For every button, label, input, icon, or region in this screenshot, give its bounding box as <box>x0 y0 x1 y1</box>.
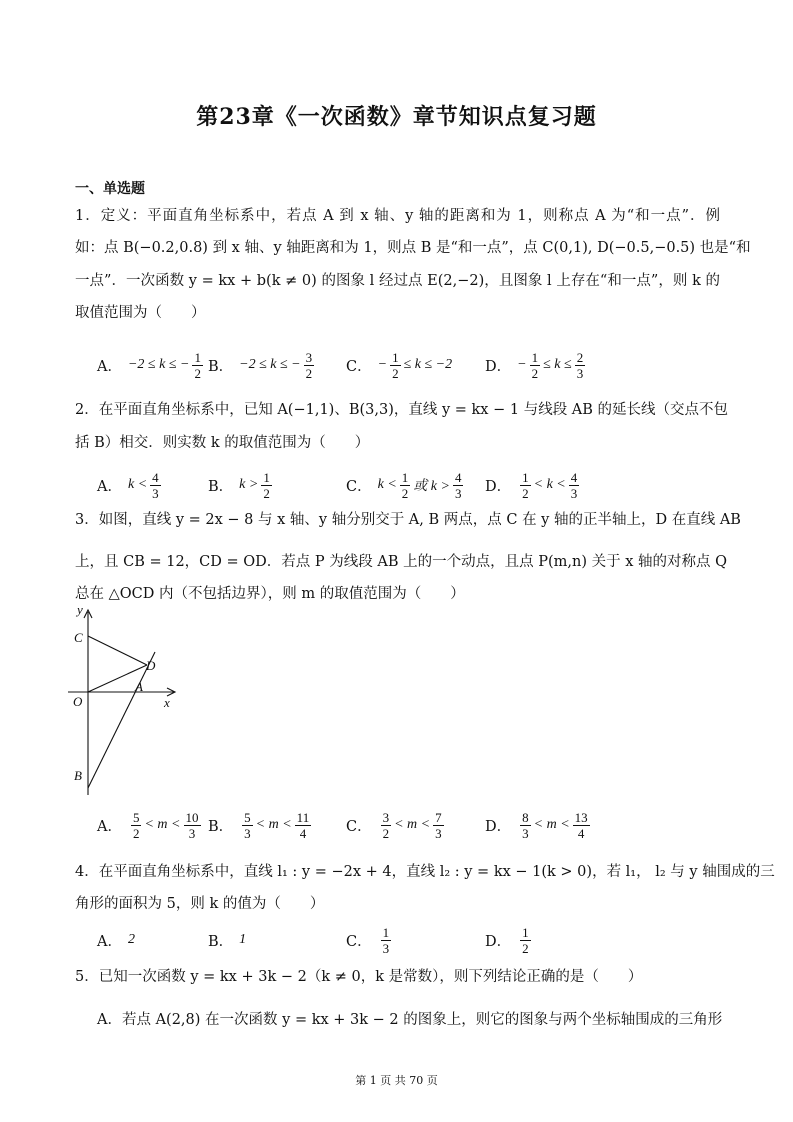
numerator: 1 <box>194 349 201 365</box>
q1-option-b[interactable] <box>208 345 317 385</box>
q5-option-a: A．若点 A(2,8) 在一次函数 y = kx + 3k − 2 的图象上，则它的图象与两个坐标轴围成的三角形 <box>97 1012 723 1028</box>
q1-option-a[interactable] <box>97 345 206 385</box>
y-label: y <box>77 602 83 617</box>
option-label: B． <box>208 358 234 375</box>
q3-option-a[interactable] <box>97 805 204 845</box>
q2-option-c[interactable] <box>346 465 466 505</box>
denominator: 3 <box>570 485 578 501</box>
q2-option-a[interactable] <box>97 465 164 505</box>
numerator: 10 <box>185 809 199 825</box>
option-text: < k < <box>533 477 566 492</box>
fraction <box>390 350 401 381</box>
denominator: 2 <box>263 485 270 501</box>
denominator: 3 <box>435 825 442 841</box>
q2-option-d[interactable] <box>485 465 582 505</box>
segment-cd <box>88 636 147 665</box>
denominator: 3 <box>188 825 196 841</box>
option-label: D． <box>485 358 512 375</box>
option-label: D． <box>485 818 512 835</box>
fraction <box>131 810 142 841</box>
numerator: 4 <box>454 469 462 485</box>
option-text: < m < <box>144 817 181 832</box>
numerator: 3 <box>305 349 313 365</box>
denominator: 3 <box>382 940 390 956</box>
fraction <box>520 925 531 956</box>
numerator: 1 <box>392 349 399 365</box>
fraction <box>242 810 253 841</box>
option-text: ≤ k ≤ <box>543 357 572 372</box>
fraction <box>400 470 411 501</box>
o-label: O <box>73 694 83 709</box>
q1-option-c[interactable] <box>346 345 452 385</box>
q5-line: 5．已知一次函数 y = kx + 3k − 2（k ≠ 0，k 是常数），则下列结论正确的是（ ） <box>75 969 643 985</box>
option-text: − <box>517 357 527 372</box>
option-label: C． <box>346 358 372 375</box>
denominator: 3 <box>152 485 159 501</box>
option-label: D． <box>485 933 512 950</box>
numerator: 1 <box>522 469 529 485</box>
option-text: −2 ≤ k ≤ − <box>127 357 190 372</box>
fraction <box>295 810 312 841</box>
option-label: A． <box>97 478 122 495</box>
numerator: 1 <box>382 924 390 940</box>
numerator: 1 <box>401 469 409 485</box>
option-label: C． <box>346 818 372 835</box>
fraction <box>261 470 272 501</box>
q2-line: 括 B）相交．则实数 k 的取值范围为（ ） <box>75 435 370 451</box>
option-text: < m < <box>533 817 570 832</box>
denominator: 2 <box>401 485 409 501</box>
fraction <box>520 810 531 841</box>
numerator: 4 <box>152 469 159 485</box>
fraction <box>575 350 586 381</box>
fraction <box>433 810 444 841</box>
denominator: 2 <box>531 365 539 381</box>
denominator: 3 <box>576 365 584 381</box>
q4-option-b[interactable] <box>208 920 246 960</box>
numerator: 11 <box>296 809 310 825</box>
fraction <box>381 925 392 956</box>
line-ab <box>88 652 155 788</box>
denominator: 2 <box>132 825 140 841</box>
fraction <box>192 350 203 381</box>
numerator: 8 <box>522 809 529 825</box>
option-label: B． <box>208 818 234 835</box>
denominator: 2 <box>522 940 529 956</box>
q3-option-b[interactable] <box>208 805 314 845</box>
option-text: k < <box>127 477 148 492</box>
q3-line: 上，且 CB = 12，CD = OD．若点 P 为线段 AB 上的一个动点，且点 P(m,n) 关于 x 轴的对称点 Q <box>75 554 727 570</box>
numerator: 5 <box>244 809 251 825</box>
q3-line: 3．如图，直线 y = 2x − 8 与 x 轴、y 轴分别交于 A, B 两点，点 C 在 y 轴的正半轴上，D 在直线 AB <box>75 512 741 528</box>
option-text: < m < <box>255 817 292 832</box>
q2-option-b[interactable] <box>208 465 275 505</box>
q1-line: 取值范围为（ ） <box>75 305 206 321</box>
numerator: 1 <box>263 469 270 485</box>
numerator: 5 <box>132 809 140 825</box>
q4-option-d[interactable] <box>485 920 534 960</box>
option-text: k < <box>377 477 397 492</box>
q1-option-d[interactable] <box>485 345 588 385</box>
option-label: C． <box>346 933 372 950</box>
q4-line: 角形的面积为 5，则 k 的值为（ ） <box>75 896 325 912</box>
numerator: 13 <box>574 809 588 825</box>
q2-line: 2．在平面直角坐标系中，已知 A(−1,1)、B(3,3)，直线 y = kx − 1 与线段 AB 的延长线（交点不包 <box>75 402 729 418</box>
denominator: 3 <box>522 825 529 841</box>
denominator: 2 <box>392 365 399 381</box>
page-title: 第23章《一次函数》章节知识点复习题 <box>196 104 597 130</box>
q3-line: 总在 △OCD 内（不包括边界），则 m 的取值范围为（ ） <box>75 586 465 602</box>
fraction <box>573 810 590 841</box>
option-text: 或 k > <box>413 479 450 494</box>
q3-option-d[interactable] <box>485 805 593 845</box>
option-text: 2 <box>127 932 135 947</box>
option-text: 1 <box>239 932 247 947</box>
q3-option-c[interactable] <box>346 805 447 845</box>
a-label: A <box>135 679 143 694</box>
fraction <box>381 810 392 841</box>
b-label: B <box>74 768 82 783</box>
fraction <box>530 350 541 381</box>
d-label: D <box>146 658 156 673</box>
fraction <box>150 470 161 501</box>
numerator: 3 <box>382 809 390 825</box>
q4-line: 4．在平面直角坐标系中，直线 l₁ : y = −2x + 4，直线 l₂ : y = kx − 1(k > 0)，若 l₁， l₂ 与 y 轴围成的三 <box>75 864 775 880</box>
option-label: A． <box>97 358 122 375</box>
denominator: 4 <box>577 825 585 841</box>
fraction <box>304 350 315 381</box>
q1-line: 一点”．一次函数 y = kx + b(k ≠ 0) 的图象 l 经过点 E(2,−2)，且图象 l 上存在“和一点”，则 k 的 <box>75 273 720 289</box>
option-text: ≤ k ≤ −2 <box>403 357 453 372</box>
numerator: 4 <box>570 469 578 485</box>
denominator: 3 <box>454 485 462 501</box>
denominator: 2 <box>382 825 390 841</box>
option-label: A． <box>97 933 122 950</box>
section-heading: 一、单选题 <box>75 181 145 197</box>
option-label: A． <box>97 818 122 835</box>
q3-figure <box>60 600 190 805</box>
option-label: B． <box>208 478 234 495</box>
q4-option-c[interactable] <box>346 920 394 960</box>
numerator: 1 <box>522 924 529 940</box>
option-text: k > <box>239 477 259 492</box>
option-text: < m < <box>394 817 431 832</box>
option-text: − <box>377 357 388 372</box>
fraction <box>520 470 531 501</box>
c-label: C <box>74 630 83 645</box>
denominator: 3 <box>244 825 251 841</box>
option-label: D． <box>485 478 512 495</box>
option-label: B． <box>208 933 234 950</box>
numerator: 1 <box>531 349 539 365</box>
fraction <box>569 470 580 501</box>
option-text: −2 ≤ k ≤ − <box>239 357 301 372</box>
fraction <box>184 810 201 841</box>
option-label: C． <box>346 478 372 495</box>
fraction <box>453 470 464 501</box>
x-label: x <box>164 695 170 710</box>
q4-option-a[interactable] <box>97 920 135 960</box>
q1-line: 1．定义：平面直角坐标系中，若点 A 到 x 轴、y 轴的距离和为 1，则称点 A 为“和一点”．例 <box>75 208 720 224</box>
numerator: 7 <box>435 809 442 825</box>
denominator: 4 <box>299 825 307 841</box>
page-footer: 第 1 页 共 70 页 <box>355 1074 438 1087</box>
denominator: 2 <box>305 365 313 381</box>
numerator: 2 <box>576 349 584 365</box>
denominator: 2 <box>522 485 529 501</box>
denominator: 2 <box>194 365 201 381</box>
q1-line: 如：点 B(−0.2,0.8) 到 x 轴、y 轴距离和为 1，则点 B 是“和一点”，点 C(0,1), D(−0.5,−0.5) 也是“和 <box>75 240 751 256</box>
